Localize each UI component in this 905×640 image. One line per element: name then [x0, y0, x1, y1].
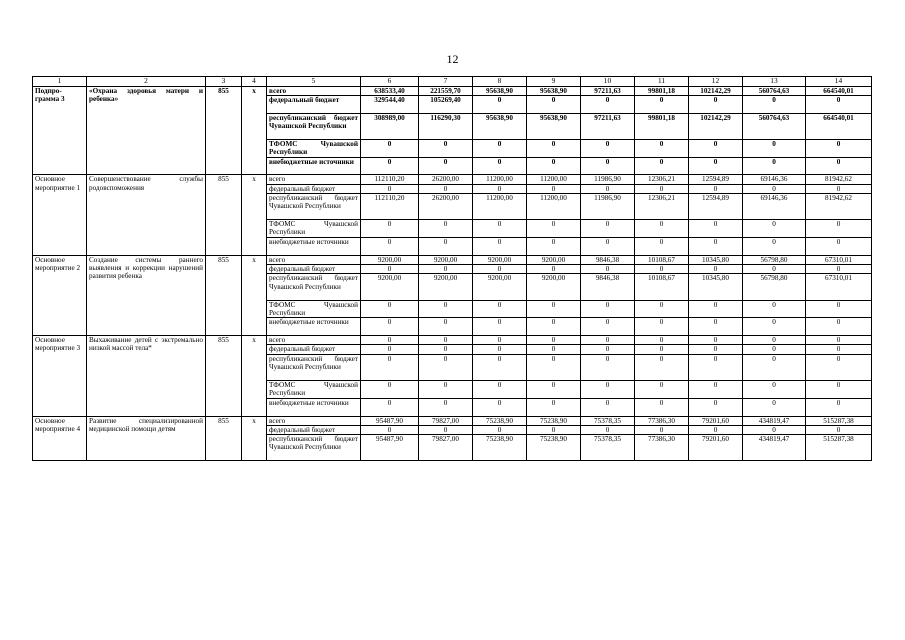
amount-cell: 75238,90: [473, 416, 527, 425]
header-cell: 4: [242, 77, 267, 87]
mark-cell: х: [242, 175, 267, 255]
amount-cell: 0: [419, 380, 473, 398]
amount-cell: 0: [361, 336, 419, 345]
funding-source-cell: ТФОМС Чувашской Республики: [267, 220, 361, 238]
amount-cell: 102142,29: [689, 113, 743, 139]
amount-cell: 560764,63: [743, 86, 806, 95]
amount-cell: 0: [527, 95, 581, 113]
header-cell: 12: [689, 77, 743, 87]
amount-cell: 95638,90: [527, 113, 581, 139]
amount-cell: 0: [361, 139, 419, 157]
amount-cell: 0: [527, 425, 581, 434]
amount-cell: 81942,62: [806, 193, 872, 219]
header-cell: 9: [527, 77, 581, 87]
amount-cell: 75238,90: [527, 416, 581, 425]
amount-cell: 79827,00: [419, 416, 473, 425]
amount-cell: 0: [635, 398, 689, 416]
amount-cell: 0: [689, 300, 743, 318]
amount-cell: 0: [419, 220, 473, 238]
amount-cell: 0: [635, 184, 689, 193]
amount-cell: 0: [635, 318, 689, 336]
amount-cell: 0: [473, 354, 527, 380]
funding-source-cell: республиканский бюджет Чувашской Республики: [267, 354, 361, 380]
funding-source-cell: республиканский бюджет Чувашской Республики: [267, 113, 361, 139]
amount-cell: 0: [361, 237, 419, 255]
amount-cell: 75238,90: [527, 435, 581, 461]
amount-cell: 95638,90: [473, 86, 527, 95]
amount-cell: 0: [527, 318, 581, 336]
amount-cell: 0: [743, 318, 806, 336]
amount-cell: 0: [635, 336, 689, 345]
amount-cell: 0: [361, 265, 419, 274]
amount-cell: 0: [527, 139, 581, 157]
amount-cell: 0: [689, 398, 743, 416]
amount-cell: 0: [743, 157, 806, 175]
amount-cell: 26200,00: [419, 193, 473, 219]
amount-cell: 0: [527, 237, 581, 255]
amount-cell: 0: [581, 345, 635, 354]
amount-cell: 0: [581, 380, 635, 398]
amount-cell: 0: [419, 354, 473, 380]
amount-cell: 0: [361, 184, 419, 193]
funding-source-cell: внебюджетные источники: [267, 398, 361, 416]
funding-source-cell: всего: [267, 175, 361, 184]
amount-cell: 95487,90: [361, 416, 419, 425]
amount-cell: 112110,20: [361, 193, 419, 219]
table-row: [33, 255, 872, 264]
funding-source-cell: республиканский бюджет Чувашской Республики: [267, 435, 361, 461]
amount-cell: 0: [635, 237, 689, 255]
amount-cell: 0: [473, 300, 527, 318]
amount-cell: 0: [581, 398, 635, 416]
amount-cell: 0: [581, 265, 635, 274]
program-title-cell: «Охрана здоровья матери и ребенка»: [87, 86, 206, 175]
funding-source-cell: федеральный бюджет: [267, 184, 361, 193]
amount-cell: 560764,63: [743, 113, 806, 139]
amount-cell: 0: [419, 398, 473, 416]
funding-source-cell: федеральный бюджет: [267, 265, 361, 274]
amount-cell: 0: [635, 95, 689, 113]
amount-cell: 0: [689, 237, 743, 255]
funding-source-cell: всего: [267, 86, 361, 95]
program-funding-table: [32, 76, 872, 461]
amount-cell: 515287,38: [806, 435, 872, 461]
amount-cell: 0: [635, 345, 689, 354]
amount-cell: 0: [689, 336, 743, 345]
amount-cell: 0: [581, 354, 635, 380]
amount-cell: 0: [743, 380, 806, 398]
amount-cell: 0: [527, 336, 581, 345]
amount-cell: 308989,00: [361, 113, 419, 139]
mark-cell: х: [242, 255, 267, 335]
program-name-cell: Основное мероприятие 4: [33, 416, 87, 461]
amount-cell: 0: [689, 184, 743, 193]
ministry-code-cell: 855: [206, 336, 242, 416]
amount-cell: 67310,01: [806, 255, 872, 264]
amount-cell: 0: [581, 425, 635, 434]
amount-cell: 434819,47: [743, 435, 806, 461]
mark-cell: х: [242, 416, 267, 461]
funding-source-cell: ТФОМС Чувашской Республики: [267, 380, 361, 398]
amount-cell: 0: [689, 220, 743, 238]
amount-cell: 0: [743, 336, 806, 345]
amount-cell: 10108,67: [635, 255, 689, 264]
amount-cell: 0: [806, 354, 872, 380]
amount-cell: 0: [473, 265, 527, 274]
amount-cell: 12306,21: [635, 175, 689, 184]
amount-cell: 434819,47: [743, 416, 806, 425]
amount-cell: 0: [689, 345, 743, 354]
amount-cell: 0: [473, 336, 527, 345]
amount-cell: 0: [806, 425, 872, 434]
amount-cell: 0: [473, 139, 527, 157]
amount-cell: 79827,00: [419, 435, 473, 461]
amount-cell: 0: [743, 184, 806, 193]
amount-cell: 79201,60: [689, 435, 743, 461]
amount-cell: 77386,30: [635, 416, 689, 425]
amount-cell: 0: [743, 345, 806, 354]
header-cell: 8: [473, 77, 527, 87]
amount-cell: 0: [689, 139, 743, 157]
amount-cell: 0: [419, 139, 473, 157]
ministry-code-cell: 855: [206, 255, 242, 335]
program-title-cell: Развитие специализированной медицинской помощи детям: [87, 416, 206, 461]
amount-cell: 0: [581, 95, 635, 113]
amount-cell: 0: [806, 380, 872, 398]
program-name-cell: Основное мероприятие 1: [33, 175, 87, 255]
amount-cell: 67310,01: [806, 274, 872, 300]
amount-cell: 0: [527, 354, 581, 380]
amount-cell: 0: [743, 425, 806, 434]
amount-cell: 0: [581, 184, 635, 193]
amount-cell: 0: [635, 425, 689, 434]
header-cell: 3: [206, 77, 242, 87]
amount-cell: 81942,62: [806, 175, 872, 184]
amount-cell: 69146,36: [743, 175, 806, 184]
amount-cell: 0: [473, 318, 527, 336]
amount-cell: 0: [806, 184, 872, 193]
amount-cell: 0: [419, 265, 473, 274]
amount-cell: 0: [473, 380, 527, 398]
amount-cell: 0: [527, 157, 581, 175]
program-name-cell: Основное мероприятие 3: [33, 336, 87, 416]
amount-cell: 0: [806, 157, 872, 175]
funding-source-cell: всего: [267, 336, 361, 345]
amount-cell: 11200,00: [527, 193, 581, 219]
amount-cell: 9200,00: [527, 274, 581, 300]
amount-cell: 0: [419, 157, 473, 175]
amount-cell: 9200,00: [473, 255, 527, 264]
amount-cell: 664540,01: [806, 86, 872, 95]
header-cell: 7: [419, 77, 473, 87]
amount-cell: 0: [689, 318, 743, 336]
amount-cell: 0: [689, 265, 743, 274]
amount-cell: 9200,00: [419, 255, 473, 264]
funding-source-cell: республиканский бюджет Чувашской Республики: [267, 193, 361, 219]
funding-source-cell: внебюджетные источники: [267, 157, 361, 175]
funding-source-cell: всего: [267, 255, 361, 264]
amount-cell: 0: [635, 380, 689, 398]
amount-cell: 0: [419, 345, 473, 354]
amount-cell: 0: [419, 300, 473, 318]
amount-cell: 0: [581, 220, 635, 238]
amount-cell: 0: [689, 354, 743, 380]
ministry-code-cell: 855: [206, 175, 242, 255]
amount-cell: 0: [361, 345, 419, 354]
amount-cell: 0: [419, 237, 473, 255]
program-name-cell: Подпро-грамма 3: [33, 86, 87, 175]
amount-cell: 97211,63: [581, 86, 635, 95]
amount-cell: 0: [806, 220, 872, 238]
amount-cell: 10108,67: [635, 274, 689, 300]
amount-cell: 0: [743, 139, 806, 157]
header-cell: 1: [33, 77, 87, 87]
amount-cell: 9200,00: [361, 274, 419, 300]
amount-cell: 329544,40: [361, 95, 419, 113]
amount-cell: 99801,18: [635, 86, 689, 95]
table-row: [33, 336, 872, 345]
amount-cell: 0: [361, 220, 419, 238]
amount-cell: 11200,00: [473, 193, 527, 219]
amount-cell: 0: [473, 398, 527, 416]
amount-cell: 0: [806, 336, 872, 345]
program-title-cell: Создание системы раннего выявления и коррекции нарушений развития ребенка: [87, 255, 206, 335]
amount-cell: 0: [473, 345, 527, 354]
header-cell: 13: [743, 77, 806, 87]
amount-cell: 0: [806, 345, 872, 354]
header-cell: 14: [806, 77, 872, 87]
amount-cell: 0: [743, 354, 806, 380]
funding-source-cell: ТФОМС Чувашской Республики: [267, 300, 361, 318]
ministry-code-cell: 855: [206, 86, 242, 175]
amount-cell: 0: [806, 398, 872, 416]
amount-cell: 0: [635, 139, 689, 157]
amount-cell: 10345,80: [689, 255, 743, 264]
amount-cell: 0: [581, 139, 635, 157]
amount-cell: 69146,36: [743, 193, 806, 219]
amount-cell: 0: [527, 300, 581, 318]
amount-cell: 0: [527, 398, 581, 416]
mark-cell: х: [242, 336, 267, 416]
amount-cell: 112110,20: [361, 175, 419, 184]
ministry-code-cell: 855: [206, 416, 242, 461]
amount-cell: 0: [361, 398, 419, 416]
amount-cell: 11986,90: [581, 175, 635, 184]
amount-cell: 638533,40: [361, 86, 419, 95]
amount-cell: 0: [361, 425, 419, 434]
amount-cell: 0: [419, 184, 473, 193]
amount-cell: 95638,90: [527, 86, 581, 95]
amount-cell: 664540,01: [806, 113, 872, 139]
amount-cell: 0: [419, 425, 473, 434]
amount-cell: 116290,30: [419, 113, 473, 139]
amount-cell: 0: [361, 380, 419, 398]
amount-cell: 75378,35: [581, 416, 635, 425]
amount-cell: 0: [581, 157, 635, 175]
amount-cell: 0: [361, 354, 419, 380]
amount-cell: 11986,90: [581, 193, 635, 219]
funding-source-cell: внебюджетные источники: [267, 318, 361, 336]
amount-cell: 99801,18: [635, 113, 689, 139]
amount-cell: 75238,90: [473, 435, 527, 461]
amount-cell: 9200,00: [419, 274, 473, 300]
amount-cell: 0: [806, 318, 872, 336]
amount-cell: 221559,70: [419, 86, 473, 95]
amount-cell: 0: [806, 300, 872, 318]
amount-cell: 12306,21: [635, 193, 689, 219]
table-row: [33, 416, 872, 425]
amount-cell: 26200,00: [419, 175, 473, 184]
amount-cell: 0: [806, 95, 872, 113]
amount-cell: 0: [473, 220, 527, 238]
amount-cell: 9846,38: [581, 255, 635, 264]
funding-source-cell: федеральный бюджет: [267, 95, 361, 113]
amount-cell: 0: [743, 95, 806, 113]
amount-cell: 0: [581, 300, 635, 318]
header-row: [33, 77, 872, 87]
funding-source-cell: ТФОМС Чувашской Республики: [267, 139, 361, 157]
amount-cell: 0: [689, 380, 743, 398]
amount-cell: 97211,63: [581, 113, 635, 139]
amount-cell: 0: [635, 220, 689, 238]
amount-cell: 0: [527, 380, 581, 398]
program-title-cell: Совершенствование службы родовспоможения: [87, 175, 206, 255]
amount-cell: 0: [581, 237, 635, 255]
funding-source-cell: федеральный бюджет: [267, 425, 361, 434]
page-number: 12: [446, 52, 459, 66]
header-cell: 10: [581, 77, 635, 87]
amount-cell: 0: [361, 318, 419, 336]
amount-cell: 12594,89: [689, 175, 743, 184]
header-cell: 6: [361, 77, 419, 87]
amount-cell: 0: [689, 157, 743, 175]
amount-cell: 0: [527, 220, 581, 238]
amount-cell: 0: [527, 345, 581, 354]
amount-cell: 9200,00: [527, 255, 581, 264]
funding-source-cell: республиканский бюджет Чувашской Республики: [267, 274, 361, 300]
amount-cell: 95487,90: [361, 435, 419, 461]
header-cell: 5: [267, 77, 361, 87]
amount-cell: 0: [743, 398, 806, 416]
amount-cell: 0: [689, 95, 743, 113]
amount-cell: 9846,38: [581, 274, 635, 300]
amount-cell: 9200,00: [473, 274, 527, 300]
amount-cell: 102142,29: [689, 86, 743, 95]
amount-cell: 9200,00: [361, 255, 419, 264]
amount-cell: 12594,89: [689, 193, 743, 219]
table-row: [33, 175, 872, 184]
amount-cell: 0: [527, 265, 581, 274]
table-row: [33, 86, 872, 95]
amount-cell: 0: [806, 265, 872, 274]
program-title-cell: Выхаживание детей с экстремально низкой массой тела*: [87, 336, 206, 416]
amount-cell: 0: [473, 425, 527, 434]
amount-cell: 0: [473, 184, 527, 193]
amount-cell: 75378,35: [581, 435, 635, 461]
amount-cell: 0: [743, 265, 806, 274]
amount-cell: 0: [806, 237, 872, 255]
amount-cell: 0: [743, 237, 806, 255]
amount-cell: 0: [806, 139, 872, 157]
amount-cell: 79201,60: [689, 416, 743, 425]
amount-cell: 0: [473, 237, 527, 255]
amount-cell: 0: [473, 95, 527, 113]
amount-cell: 0: [635, 265, 689, 274]
amount-cell: 0: [473, 157, 527, 175]
amount-cell: 0: [689, 425, 743, 434]
amount-cell: 0: [743, 300, 806, 318]
amount-cell: 0: [635, 354, 689, 380]
amount-cell: 0: [361, 300, 419, 318]
amount-cell: 0: [581, 336, 635, 345]
amount-cell: 0: [419, 318, 473, 336]
amount-cell: 56798,80: [743, 274, 806, 300]
amount-cell: 0: [743, 220, 806, 238]
header-cell: 2: [87, 77, 206, 87]
amount-cell: 105269,40: [419, 95, 473, 113]
amount-cell: 77386,30: [635, 435, 689, 461]
amount-cell: 11200,00: [473, 175, 527, 184]
mark-cell: х: [242, 86, 267, 175]
amount-cell: 0: [419, 336, 473, 345]
amount-cell: 95638,90: [473, 113, 527, 139]
funding-source-cell: всего: [267, 416, 361, 425]
amount-cell: 0: [361, 157, 419, 175]
amount-cell: 515287,38: [806, 416, 872, 425]
header-cell: 11: [635, 77, 689, 87]
amount-cell: 11200,00: [527, 175, 581, 184]
amount-cell: 0: [635, 157, 689, 175]
amount-cell: 0: [527, 184, 581, 193]
program-name-cell: Основное мероприятие 2: [33, 255, 87, 335]
amount-cell: 56798,80: [743, 255, 806, 264]
amount-cell: 0: [635, 300, 689, 318]
amount-cell: 10345,80: [689, 274, 743, 300]
funding-source-cell: федеральный бюджет: [267, 345, 361, 354]
funding-source-cell: внебюджетные источники: [267, 237, 361, 255]
amount-cell: 0: [581, 318, 635, 336]
